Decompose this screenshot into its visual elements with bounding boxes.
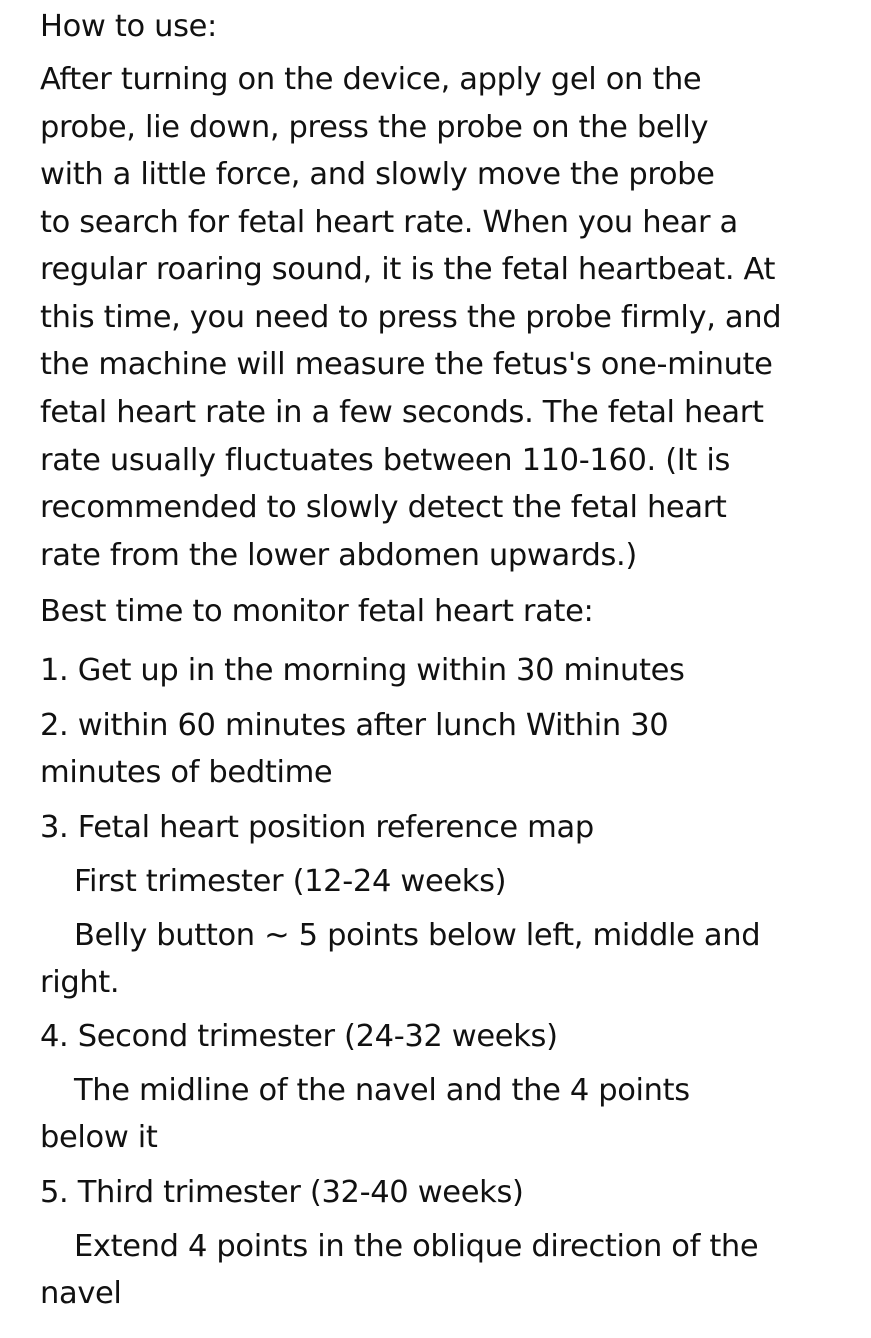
- best-time-heading: Best time to monitor fetal heart rate:: [40, 594, 594, 629]
- list-item-5-detail-continuation: navel: [40, 1276, 122, 1311]
- instruction-line: regular roaring sound, it is the fetal heartbeat. At: [40, 252, 776, 287]
- instruction-line: with a little force, and slowly move the probe: [40, 157, 715, 192]
- list-item-2: 2. within 60 minutes after lunch Within 30: [40, 708, 669, 743]
- list-item-3-detail-continuation: right.: [40, 965, 120, 1000]
- list-item-5-detail: Extend 4 points in the oblique direction of the: [74, 1229, 759, 1264]
- how-to-use-heading: How to use:: [40, 9, 217, 44]
- instruction-line: After turning on the device, apply gel on the: [40, 62, 702, 97]
- instruction-line: to search for fetal heart rate. When you hear a: [40, 205, 738, 240]
- instruction-line: fetal heart rate in a few seconds. The fetal heart: [40, 395, 764, 430]
- list-item-3-title: 3. Fetal heart position reference map: [40, 810, 594, 845]
- list-item-2-continuation: minutes of bedtime: [40, 755, 333, 790]
- list-item-4-title: 4. Second trimester (24-32 weeks): [40, 1019, 558, 1054]
- list-item-4-detail-continuation: below it: [40, 1120, 158, 1155]
- instruction-line: recommended to slowly detect the fetal heart: [40, 490, 727, 525]
- instruction-line: rate usually fluctuates between 110-160. (It is: [40, 443, 731, 478]
- instruction-line: probe, lie down, press the probe on the belly: [40, 110, 709, 145]
- instruction-line: the machine will measure the fetus's one-minute: [40, 347, 773, 382]
- list-item-3-subtitle: First trimester (12-24 weeks): [74, 864, 507, 899]
- instruction-line: rate from the lower abdomen upwards.): [40, 538, 637, 573]
- list-item-4-detail: The midline of the navel and the 4 points: [74, 1073, 690, 1108]
- list-item-1: 1. Get up in the morning within 30 minutes: [40, 653, 685, 688]
- list-item-3-detail: Belly button ~ 5 points below left, middle and: [74, 918, 761, 953]
- list-item-5-title: 5. Third trimester (32-40 weeks): [40, 1175, 524, 1210]
- instruction-line: this time, you need to press the probe firmly, and: [40, 300, 782, 335]
